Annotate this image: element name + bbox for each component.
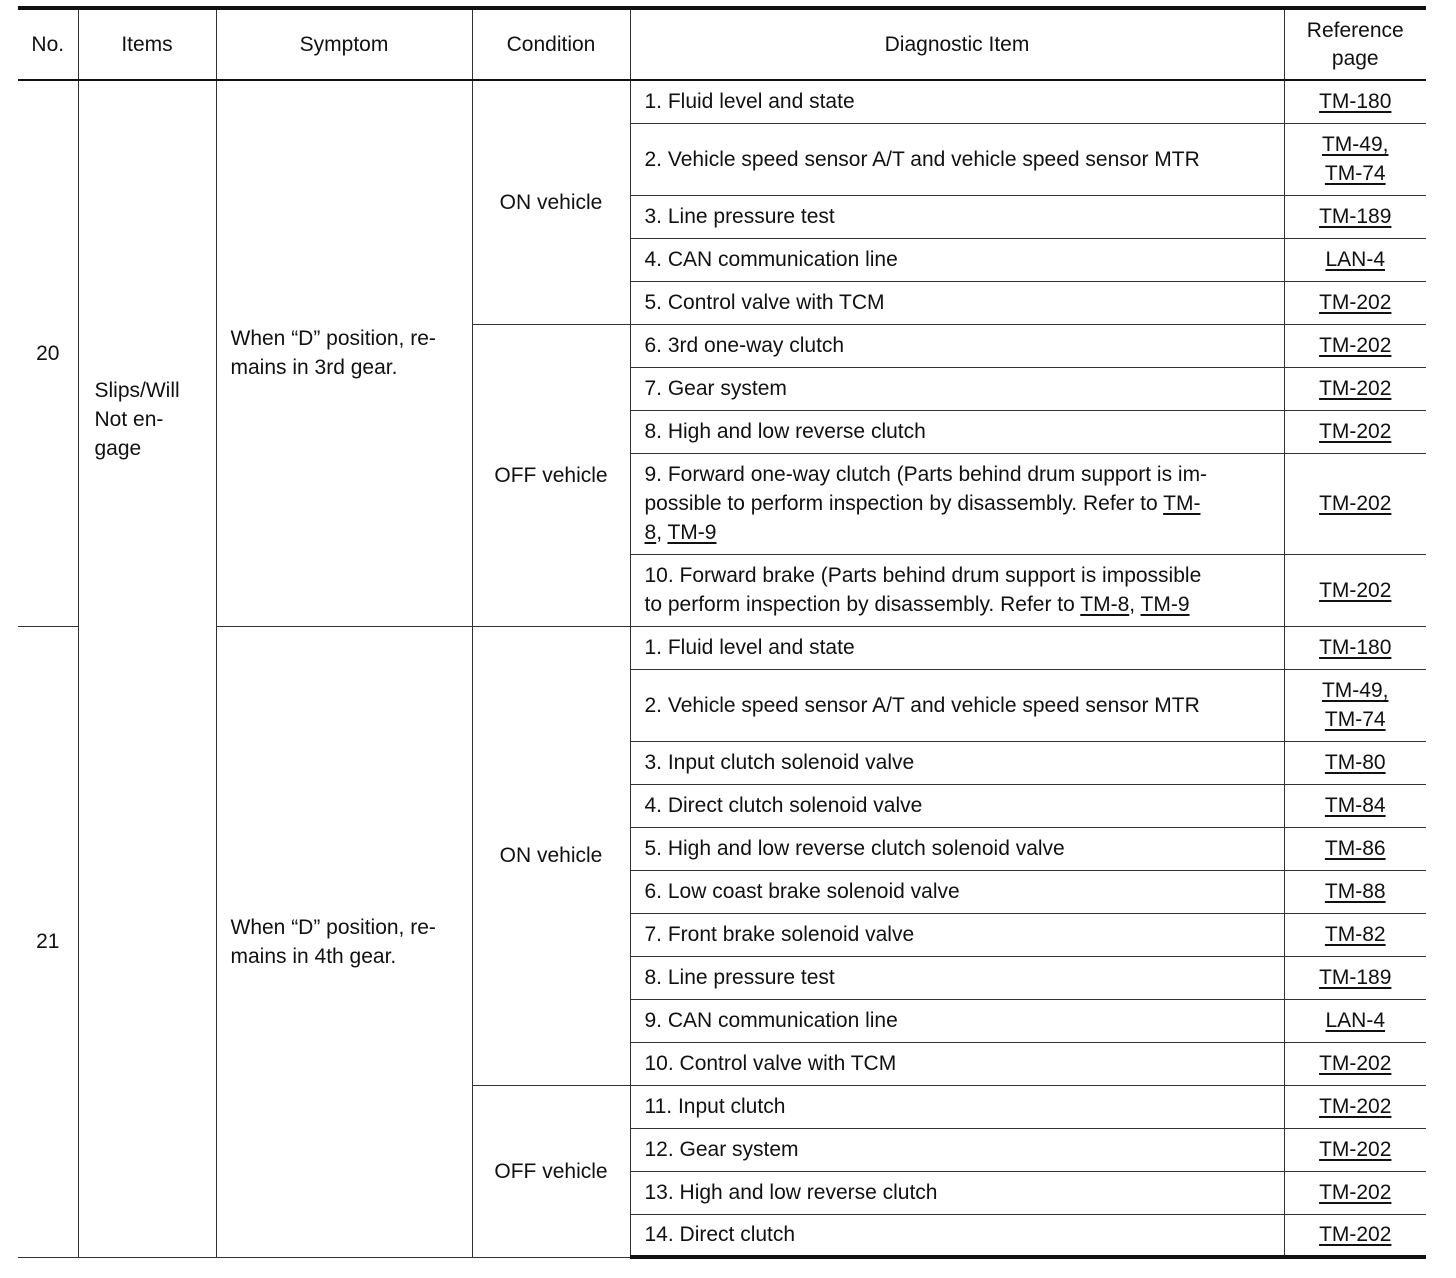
diagnostic-item: 10. Control valve with TCM: [630, 1042, 1284, 1085]
reference-cell: [1284, 1042, 1426, 1085]
reference-cell: [1284, 784, 1426, 827]
header-items: Items: [78, 8, 216, 80]
reference-link[interactable]: TM-202: [1319, 578, 1392, 602]
reference-cell: [1284, 195, 1426, 238]
symptom-20: [216, 80, 472, 626]
diagnostic-item-text: to perform inspection by disassembly. Refer to: [644, 593, 1081, 616]
diagnostic-item: 9. CAN communication line: [630, 999, 1284, 1042]
reference-cell: [1284, 554, 1426, 626]
symptom-line: When “D” position, re-: [230, 915, 436, 939]
reference-cell: [1284, 626, 1426, 669]
reference-link[interactable]: LAN-4: [1325, 1009, 1386, 1032]
diagnostic-item: [630, 453, 1284, 554]
diagnostic-item: 1. Fluid level and state: [630, 626, 1284, 669]
reference-link[interactable]: TM-189: [1319, 966, 1392, 989]
reference-cell: [1284, 238, 1426, 281]
symptom-line: mains in 4th gear.: [230, 944, 397, 968]
diagnostic-item: 14. Direct clutch: [630, 1214, 1284, 1257]
header-row: [18, 8, 1426, 80]
reference-cell: [1284, 80, 1426, 123]
reference-link[interactable]: TM-49,: [1321, 133, 1389, 156]
header-reference-page: [1284, 8, 1426, 80]
condition-on-vehicle: ON vehicle: [472, 80, 630, 324]
reference-link[interactable]: TM-202: [1319, 334, 1392, 357]
reference-cell: [1284, 913, 1426, 956]
inline-reference-link[interactable]: TM-: [1163, 492, 1201, 515]
header-symptom: Symptom: [216, 8, 472, 80]
diagnostic-item-text: ,: [1129, 593, 1141, 616]
reference-link[interactable]: TM-82: [1324, 923, 1386, 946]
reference-link[interactable]: TM-80: [1324, 751, 1386, 774]
reference-cell: [1284, 741, 1426, 784]
diagnostic-item-line: 9. Forward one-way clutch (Parts behind drum support is im-: [644, 463, 1208, 486]
diagnostic-item: 12. Gear system: [630, 1128, 1284, 1171]
reference-link[interactable]: LAN-4: [1325, 248, 1386, 271]
diagnostic-item: 2. Vehicle speed sensor A/T and vehicle speed sensor MTR: [630, 669, 1284, 741]
items-label-line: Slips/Will: [94, 379, 180, 402]
reference-link[interactable]: TM-84: [1324, 794, 1386, 817]
diagnostic-item: 7. Front brake solenoid valve: [630, 913, 1284, 956]
diagnostic-item: 3. Input clutch solenoid valve: [630, 741, 1284, 784]
reference-cell: [1284, 669, 1426, 741]
reference-link[interactable]: TM-202: [1319, 1052, 1392, 1075]
inline-reference-link[interactable]: TM-8: [1080, 593, 1130, 616]
diagnostic-item: 13. High and low reverse clutch: [630, 1171, 1284, 1214]
condition-off-vehicle: OFF vehicle: [472, 324, 630, 626]
table-row: [18, 626, 1426, 669]
reference-cell: [1284, 123, 1426, 195]
diagnostic-item: [630, 554, 1284, 626]
diagnostic-item: 6. Low coast brake solenoid valve: [630, 870, 1284, 913]
reference-link[interactable]: TM-202: [1319, 420, 1392, 443]
reference-link[interactable]: TM-74: [1324, 162, 1386, 185]
reference-cell: [1284, 870, 1426, 913]
header-reference-line1: Reference: [1306, 18, 1404, 42]
symptom-line: mains in 3rd gear.: [230, 356, 398, 380]
header-diagnostic-item: Diagnostic Item: [630, 8, 1284, 80]
row-number-20: 20: [18, 80, 78, 626]
reference-link[interactable]: TM-74: [1324, 708, 1386, 731]
reference-link[interactable]: TM-189: [1319, 205, 1392, 228]
symptom-21: [216, 626, 472, 1257]
reference-link[interactable]: TM-88: [1324, 880, 1386, 903]
items-cell: [78, 80, 216, 1257]
reference-cell: [1284, 1214, 1426, 1257]
reference-cell: [1284, 1085, 1426, 1128]
reference-cell: [1284, 367, 1426, 410]
diagnostic-item-line: 10. Forward brake (Parts behind drum support is impossible: [644, 564, 1202, 587]
reference-link[interactable]: TM-202: [1319, 492, 1392, 515]
diagnostic-item: 7. Gear system: [630, 367, 1284, 410]
reference-cell: [1284, 410, 1426, 453]
diagnostic-item: 6. 3rd one-way clutch: [630, 324, 1284, 367]
reference-cell: [1284, 324, 1426, 367]
reference-link[interactable]: TM-202: [1319, 1181, 1392, 1204]
diagnostic-item: 5. Control valve with TCM: [630, 281, 1284, 324]
reference-link[interactable]: TM-49,: [1321, 679, 1389, 702]
header-no: No.: [18, 8, 78, 80]
items-label-line: gage: [94, 437, 142, 460]
inline-reference-link[interactable]: TM-9: [1140, 593, 1190, 616]
reference-cell: [1284, 1128, 1426, 1171]
reference-link[interactable]: TM-86: [1324, 837, 1386, 860]
diagnostic-item: 5. High and low reverse clutch solenoid valve: [630, 827, 1284, 870]
reference-link[interactable]: TM-202: [1319, 291, 1392, 314]
diagnostic-item-line: [645, 518, 1272, 547]
reference-link[interactable]: TM-180: [1319, 636, 1392, 659]
diagnostic-item: 4. CAN communication line: [630, 238, 1284, 281]
diagnostic-item: 8. Line pressure test: [630, 956, 1284, 999]
symptom-line: When “D” position, re-: [230, 327, 436, 351]
items-label-line: Not en-: [94, 408, 164, 431]
reference-cell: [1284, 827, 1426, 870]
condition-on-vehicle: ON vehicle: [472, 626, 630, 1085]
diagnostic-item: 8. High and low reverse clutch: [630, 410, 1284, 453]
reference-cell: [1284, 281, 1426, 324]
diagnostic-item: 2. Vehicle speed sensor A/T and vehicle speed sensor MTR: [630, 123, 1284, 195]
reference-link[interactable]: TM-202: [1319, 377, 1392, 400]
diagnostic-item-text: possible to perform inspection by disassembly. Refer to: [644, 492, 1164, 515]
reference-cell: [1284, 1171, 1426, 1214]
diagnostic-item: 3. Line pressure test: [630, 195, 1284, 238]
reference-cell: [1284, 453, 1426, 554]
items-label: [95, 376, 195, 463]
inline-reference-link[interactable]: TM-9: [667, 521, 717, 544]
diagnostic-item-line: [645, 590, 1272, 619]
table-row: [18, 80, 1426, 123]
condition-off-vehicle: OFF vehicle: [472, 1085, 630, 1257]
diagnostic-item-line: [645, 489, 1272, 518]
reference-cell: [1284, 999, 1426, 1042]
reference-link[interactable]: TM-202: [1319, 1138, 1392, 1161]
diagnostic-item-text: ,: [656, 521, 668, 544]
diagnostic-item: 4. Direct clutch solenoid valve: [630, 784, 1284, 827]
header-reference-line2: page: [1331, 46, 1379, 70]
reference-link[interactable]: TM-202: [1319, 1223, 1392, 1247]
row-number-21: 21: [18, 626, 78, 1257]
reference-link[interactable]: TM-202: [1319, 1095, 1392, 1118]
inline-reference-link[interactable]: 8: [644, 521, 657, 544]
diagnostic-item: 11. Input clutch: [630, 1085, 1284, 1128]
diagnosis-table: [18, 6, 1426, 1259]
reference-cell: [1284, 956, 1426, 999]
reference-link[interactable]: TM-180: [1319, 90, 1392, 114]
header-condition: Condition: [472, 8, 630, 80]
diagnostic-item: 1. Fluid level and state: [630, 80, 1284, 123]
